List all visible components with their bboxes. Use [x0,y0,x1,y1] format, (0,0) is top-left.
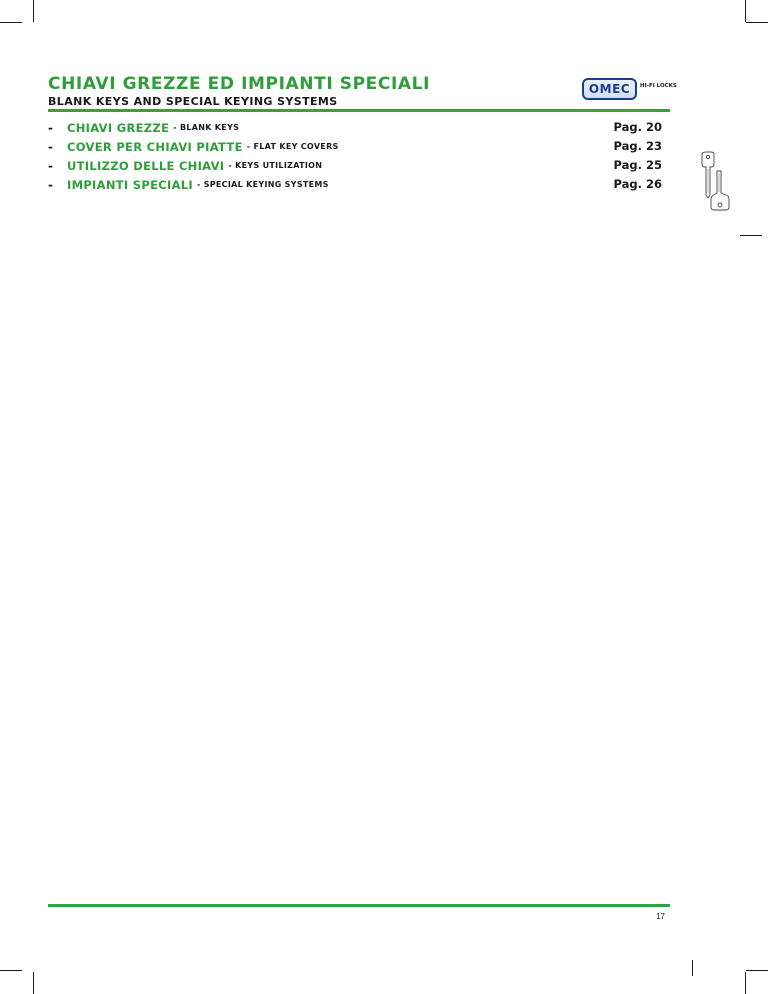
toc-item-keys-utilization[interactable] [48,156,670,175]
toc-title-italian: COVER PER CHIAVI PIATTE [67,139,243,154]
footer-rule [48,904,670,907]
toc-dash: - [48,139,53,154]
omec-logo [582,78,677,102]
toc-title-italian: UTILIZZO DELLE CHIAVI [67,158,225,173]
toc-page-ref: Pag. 20 [613,120,662,134]
crop-mark [745,0,746,22]
toc-title-english: - FLAT KEY COVERS [246,142,339,151]
crop-mark [740,235,762,236]
toc-dash: - [48,177,53,192]
crop-mark [33,972,34,994]
table-of-contents [48,118,670,194]
key-icon [698,151,730,211]
toc-dash: - [48,158,53,173]
page-subtitle: BLANK KEYS AND SPECIAL KEYING SYSTEMS [48,95,338,108]
toc-title-english: - SPECIAL KEYING SYSTEMS [196,180,329,189]
toc-item-special-keying-systems[interactable] [48,175,670,194]
crop-mark [746,22,768,23]
toc-page-ref: Pag. 23 [613,139,662,153]
logo-tagline: HI-FI LOCKS [640,83,677,89]
crop-mark [0,22,22,23]
crop-mark [0,970,22,971]
crop-mark [746,970,768,971]
toc-title-italian: IMPIANTI SPECIALI [67,177,193,192]
toc-item-blank-keys[interactable] [48,118,670,137]
crop-mark [33,0,34,22]
crop-mark [745,972,746,994]
header-rule [48,109,670,112]
toc-page-ref: Pag. 26 [613,177,662,191]
page-title: CHIAVI GREZZE ED IMPIANTI SPECIALI [48,74,430,94]
toc-title-english: - KEYS UTILIZATION [228,161,323,170]
toc-item-flat-key-covers[interactable] [48,137,670,156]
logo-brand: OMEC [588,82,631,96]
page-number: 17 [656,912,665,921]
crop-mark [692,960,693,976]
toc-dash: - [48,120,53,135]
toc-title-italian: CHIAVI GREZZE [67,120,170,135]
toc-page-ref: Pag. 25 [613,158,662,172]
logo-badge [582,78,637,100]
toc-title-english: - BLANK KEYS [173,123,240,132]
